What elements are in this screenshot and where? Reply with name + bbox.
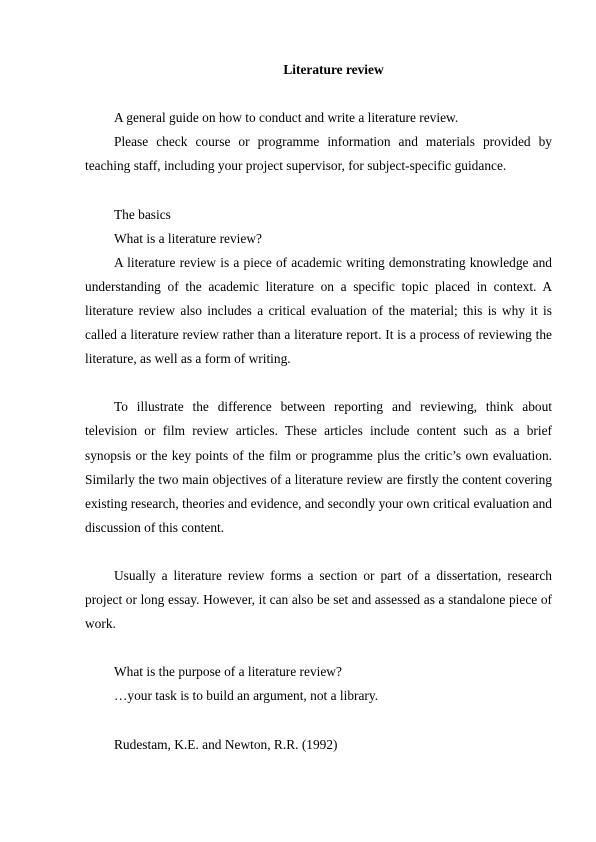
quote-line: …your task is to build an argument, not a library.: [114, 688, 379, 704]
guidance-paragraph: Please check course or programme information and materials provided by teaching staff, including your project supervisor, for subject-specific guidance.: [85, 134, 552, 174]
blank-line: [85, 636, 552, 660]
illustration-paragraph: To illustrate the difference between reporting and reviewing, think about television or film review articles. These articles include content such as a brief synopsis or the key points of the film or programme plus the critic’s own evaluation. Similarly the two main objectives of a literature review are firstly the content covering existing research, theories and evidence, and secondly your own critical evaluation and discussion of this content.: [85, 399, 552, 535]
usage-paragraph: Usually a literature review forms a section or part of a dissertation, research project or long essay. However, it can also be set and assessed as a standalone piece of work.: [85, 567, 552, 632]
document-title: Literature review: [283, 62, 384, 77]
blank-line: [85, 371, 552, 395]
intro-paragraph: A general guide on how to conduct and write a literature review.: [114, 110, 459, 126]
document-body: [85, 58, 552, 757]
blank-line: [85, 82, 552, 106]
blank-line: [85, 178, 552, 202]
blank-line: [85, 540, 552, 564]
blank-line: [85, 709, 552, 733]
section-heading-basics: The basics: [114, 206, 171, 222]
question-heading: What is a literature review?: [114, 230, 262, 246]
purpose-heading: What is the purpose of a literature review?: [114, 664, 342, 680]
citation-line: Rudestam, K.E. and Newton, R.R. (1992): [114, 736, 338, 752]
definition-paragraph: A literature review is a piece of academic writing demonstrating knowledge and understanding of the academic literature on a specific topic placed in context. A literature review also includes a critical evaluation of the material; this is why it is called a literature review rather than a literature report. It is a process of reviewing the literature, as well as a form of writing.: [85, 254, 552, 367]
